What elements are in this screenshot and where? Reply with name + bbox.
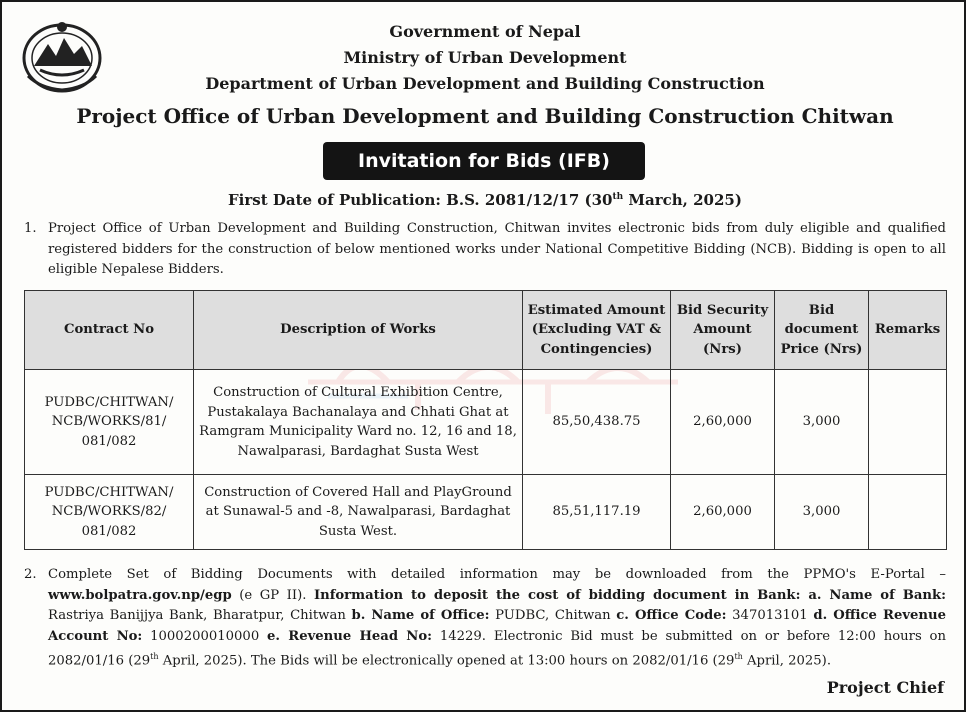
signature-project-chief: Project Chief	[826, 678, 944, 697]
description-cell: Construction of Cultural Exhibition Centre, Pustakalaya Bachanalaya and Chhati Ghat at Ramgram Municipality Ward no. 12, 16 and 18, Nawalparasi, Bardaghat Susta West	[194, 370, 523, 475]
eportal-url: www.bolpatra.gov.np/egp	[48, 587, 232, 603]
remarks-cell	[869, 370, 947, 475]
paragraph-1-number: 1.	[24, 221, 37, 236]
paragraph-2	[24, 565, 946, 672]
estimate-cell: 85,50,438.75	[523, 370, 671, 475]
header-remarks: Remarks	[869, 291, 947, 370]
header-bid-security: Bid Security Amount (Nrs)	[671, 291, 775, 370]
publication-date: First Date of Publication: B.S. 2081/12/17 (30th March, 2025)	[228, 191, 742, 209]
contract-no-cell: PUDBC/CHITWAN/ NCB/WORKS/81/ 081/082	[25, 370, 194, 475]
estimate-cell: 85,51,117.19	[523, 475, 671, 550]
security-cell: 2,60,000	[671, 475, 775, 550]
header-project-office: Project Office of Urban Development and Building Construction Chitwan	[76, 104, 894, 128]
bids-table	[24, 290, 947, 550]
paragraph-2-text: Complete Set of Bidding Documents with detailed information may be downloaded from the PPMO's E-Portal – www.bolpatra.gov.np/egp (e GP II). Information to deposit the cost of bidding document in Bank: a. Name of Bank: Rastriya Banijjya Bank, Bharatpur, Chitwan b. Name of Office: PUDBC, Chitwan c. Office Code: 347013101 d. Office Revenue Account No: 1000200010000 e. Revenue Head No: 14229. Electronic Bid must be submitted on or before 12:00 hours on 2082/01/16 (29th April, 2025). The Bids will be electronically opened at 13:00 hours on 2082/01/16 (29th April, 2025).	[48, 567, 946, 669]
price-cell: 3,000	[775, 370, 869, 475]
table-row	[25, 370, 947, 475]
header-estimated-amount: Estimated Amount (Excluding VAT & Contingencies)	[523, 291, 671, 370]
ifb-title-box: Invitation for Bids (IFB)	[323, 142, 645, 180]
table-header-row	[25, 291, 947, 370]
header-bid-document-price: Bid document Price (Nrs)	[775, 291, 869, 370]
header-contract-no: Contract No	[25, 291, 194, 370]
header-ministry: Ministry of Urban Development	[343, 48, 627, 67]
paragraph-1-text: Project Office of Urban Development and Building Construction, Chitwan invites electronic bids from duly eligible and qualified registered bidders for the construction of below mentioned works under National Competitive Bidding (NCB). Bidding is open to all eligible Nepalese Bidders.	[48, 221, 946, 277]
table-row	[25, 475, 947, 550]
price-cell: 3,000	[775, 475, 869, 550]
paragraph-1	[24, 219, 946, 281]
header-government: Government of Nepal	[389, 22, 581, 41]
header-description: Description of Works	[194, 291, 523, 370]
header-department: Department of Urban Development and Building Construction	[205, 74, 765, 93]
remarks-cell	[869, 475, 947, 550]
contract-no-cell: PUDBC/CHITWAN/ NCB/WORKS/82/ 081/082	[25, 475, 194, 550]
security-cell: 2,60,000	[671, 370, 775, 475]
description-cell: Construction of Covered Hall and PlayGround at Sunawal-5 and -8, Nawalparasi, Bardaghat Susta West.	[194, 475, 523, 550]
paragraph-2-number: 2.	[24, 567, 37, 582]
